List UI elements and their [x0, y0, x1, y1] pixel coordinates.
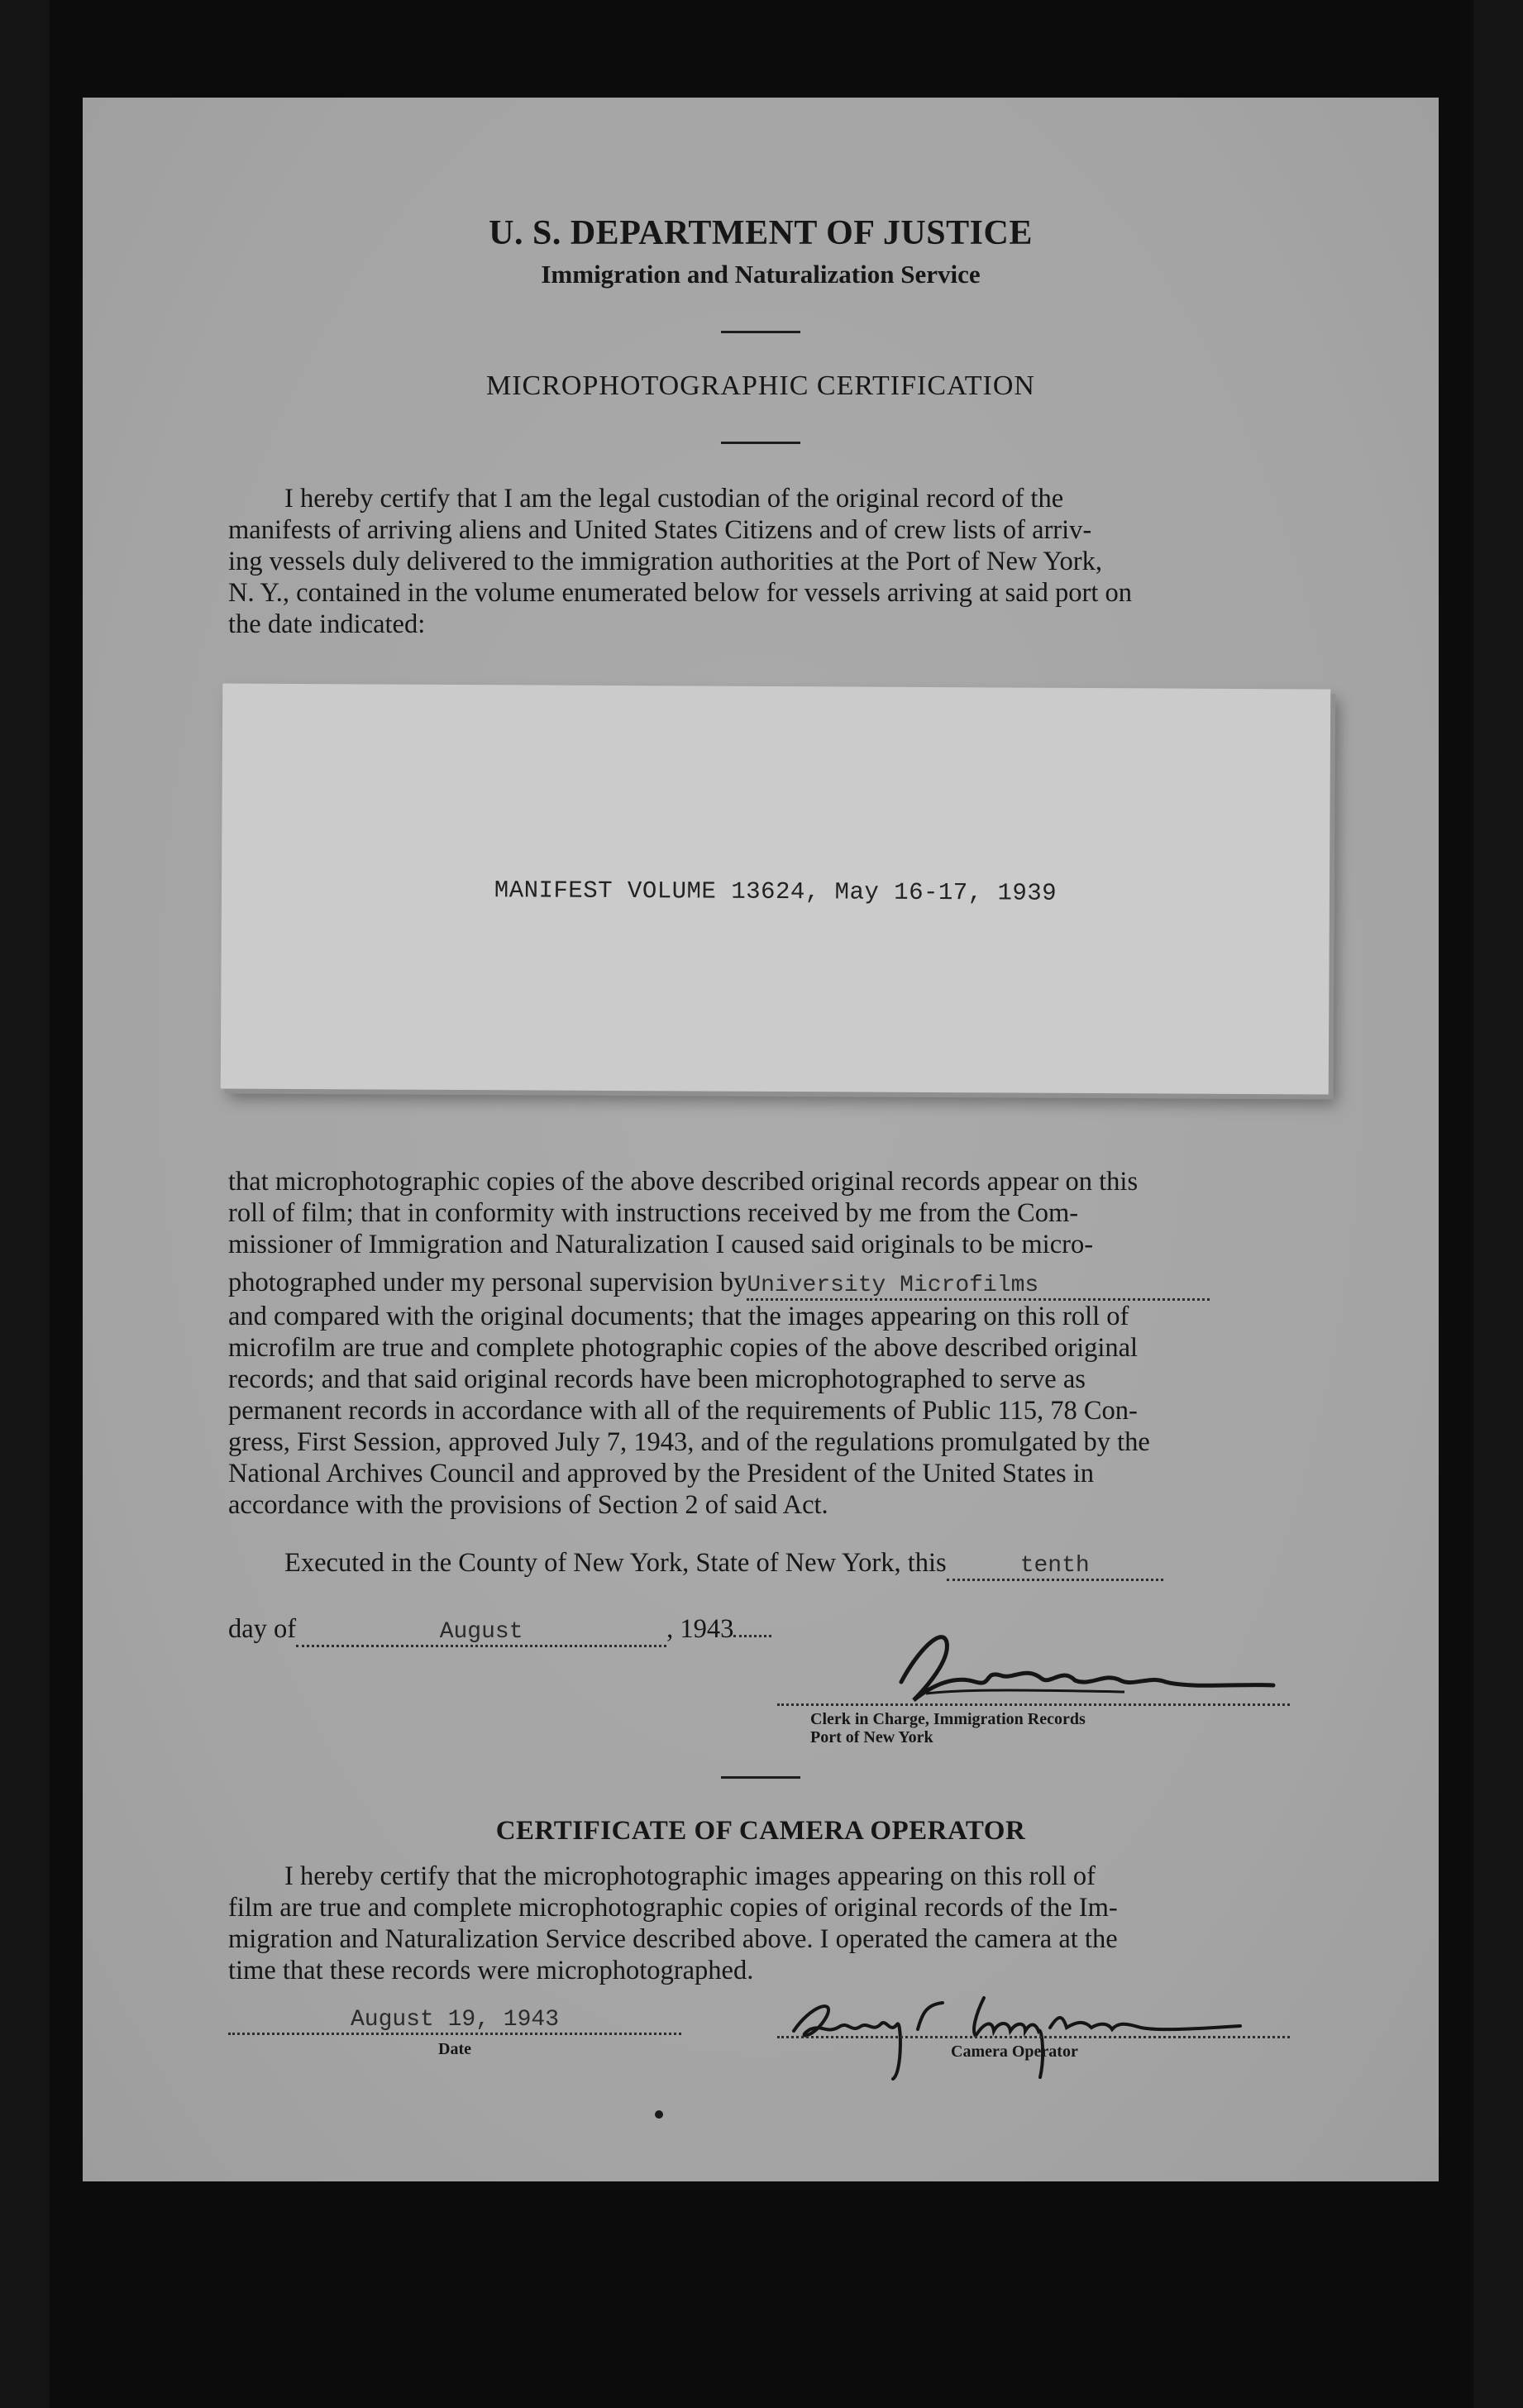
paragraph-line: permanent records in accordance with all of the requirements of Public 115, 78 Con- [228, 1396, 1138, 1426]
paragraph-line: I hereby certify that I am the legal custodian of the original record of the [284, 484, 1064, 514]
year-dots [733, 1635, 771, 1637]
signature-line [777, 1703, 1290, 1706]
year-text: , 1943 [666, 1614, 734, 1644]
body-paragraph [228, 1166, 1290, 1521]
month-field: August [296, 1620, 666, 1647]
operator-signature-scribble [777, 1981, 1290, 2081]
execution-text: Executed in the County of New York, State of New York, this [284, 1548, 947, 1578]
paragraph-line: manifests of arriving aliens and United States Citizens and of crew lists of arriv- [228, 515, 1092, 545]
film-edge-right [1473, 0, 1523, 2408]
paragraph-line: ing vessels duly delivered to the immigration authorities at the Port of New York, [228, 547, 1102, 576]
clerk-signature-scribble [777, 1617, 1290, 1708]
page-dot [655, 2110, 663, 2119]
paragraph-line: the date indicated: [228, 609, 426, 639]
paragraph-line: microfilm are true and complete photographic copies of the above described original [228, 1333, 1139, 1363]
paragraph-line: gress, First Session, approved July 7, 1943, and of the regulations promulgated by the [228, 1427, 1150, 1457]
paragraph-line: National Archives Council and approved by the President of the United States in [228, 1459, 1094, 1488]
paragraph-line: roll of film; that in conformity with instructions received by me from the Com- [228, 1198, 1079, 1228]
date-line [228, 1614, 771, 1647]
day-of-label: day of [228, 1614, 297, 1644]
paragraph-line: time that these records were microphotographed. [228, 1956, 754, 1985]
service-subheading: Immigration and Naturalization Service [541, 260, 981, 289]
signature-line [777, 2036, 1290, 2038]
paragraph-line: and compared with the original documents; that the images appearing on this roll of [228, 1302, 1129, 1331]
paragraph-line: that microphotographic copies of the above described original records appear on this [228, 1167, 1139, 1197]
camera-date-block [228, 2008, 681, 2058]
clerk-title [810, 1710, 1086, 1746]
paragraph-line: I hereby certify that the microphotographic images appearing on this roll of [284, 1861, 1096, 1891]
photographer-field: University Microfilms [747, 1273, 1210, 1301]
paragraph-line: migration and Naturalization Service described above. I operated the camera at the [228, 1924, 1118, 1954]
intro-paragraph [228, 483, 1290, 640]
execution-line [284, 1548, 1163, 1581]
paragraph-line: film are true and complete microphotographic copies of original records of the Im- [228, 1893, 1118, 1923]
operator-signature [777, 1981, 1290, 2081]
certification-title: MICROPHOTOGRAPHIC CERTIFICATION [485, 370, 1035, 401]
date-label: Date [438, 2040, 471, 2058]
department-heading: U. S. DEPARTMENT OF JUSTICE [489, 214, 1033, 252]
clerk-signature [777, 1617, 1290, 1708]
clerk-title-line: Clerk in Charge, Immigration Records [810, 1710, 1086, 1728]
operator-label: Camera Operator [951, 2042, 1078, 2061]
divider [721, 1776, 800, 1779]
paragraph-line: photographed under my personal supervision by [228, 1268, 747, 1297]
camera-certificate-title: CERTIFICATE OF CAMERA OPERATOR [495, 1816, 1026, 1846]
film-edge-left [0, 0, 50, 2408]
clerk-title-line: Port of New York [810, 1728, 933, 1746]
day-field: tenth [947, 1554, 1163, 1581]
divider [721, 442, 800, 444]
manifest-slip [221, 683, 1331, 1094]
paragraph-line: N. Y., contained in the volume enumerated below for vessels arriving at said port on [228, 578, 1132, 608]
manifest-volume-label: MANIFEST VOLUME 13624, May 16-17, 1939 [494, 877, 1058, 907]
certificate-page [83, 98, 1439, 2181]
camera-date-field: August 19, 1943 [228, 2008, 681, 2035]
paragraph-line: records; and that said original records have been microphotographed to serve as [228, 1364, 1086, 1394]
paragraph-line: accordance with the provisions of Section 2 of said Act. [228, 1490, 828, 1520]
divider [721, 331, 800, 333]
paragraph-line: missioner of Immigration and Naturalization I caused said originals to be micro- [228, 1230, 1094, 1259]
camera-certificate-paragraph [228, 1861, 1290, 1986]
